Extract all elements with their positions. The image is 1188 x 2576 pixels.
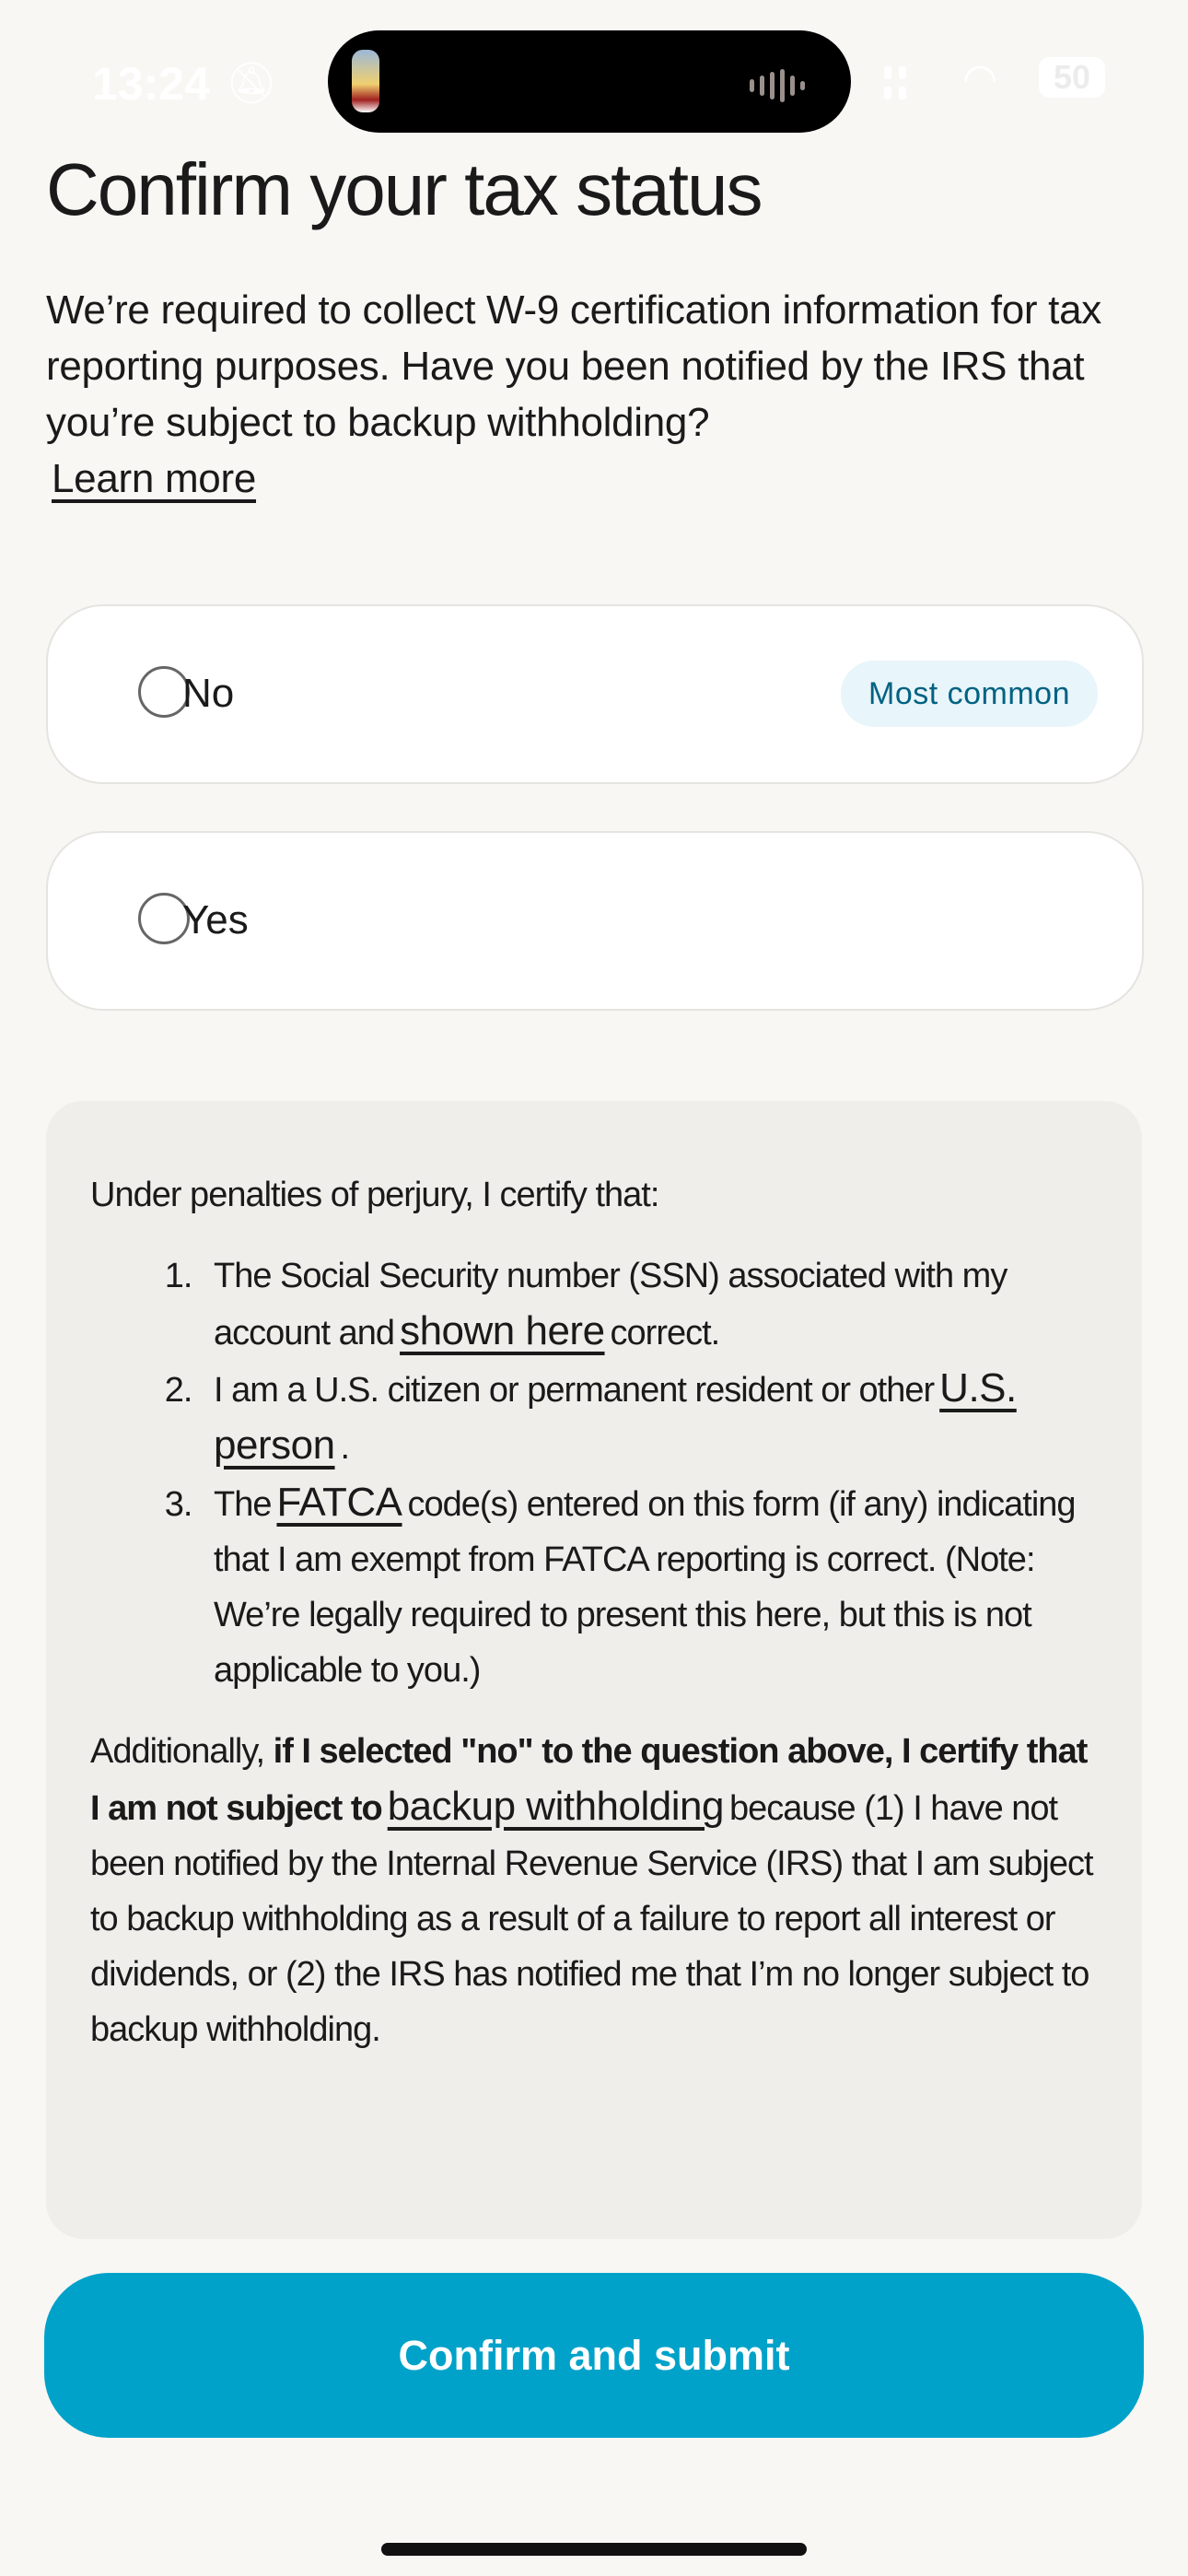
backup-withholding-link[interactable]: backup withholding bbox=[387, 1784, 724, 1829]
option-yes[interactable] bbox=[46, 831, 1144, 1011]
battery-icon: 50 bbox=[1039, 57, 1105, 98]
cert-additional-body: because (1) I have not been notified by the Internal Revenue Service (IRS) that I am subject to backup withholding as a result of a failure to report all interest or dividends, or (2) the IRS has notified me that I’m no longer subject to backup withholding. bbox=[90, 1789, 1093, 2049]
home-indicator[interactable] bbox=[381, 2543, 807, 2556]
page-title: Confirm your tax status bbox=[46, 148, 762, 230]
wifi-icon: ◠ bbox=[962, 56, 998, 101]
cert-item-2 bbox=[201, 1361, 1098, 1475]
cert-additional-bold: if I selected "no" to the question above, I certify that I am not subject to bbox=[90, 1732, 1088, 1828]
most-common-badge: Most common bbox=[841, 661, 1098, 727]
audio-wave-icon bbox=[750, 67, 851, 104]
cert-lead: Under penalties of perjury, I certify that: bbox=[90, 1176, 659, 1214]
silent-bell-icon: 🔕︎ bbox=[226, 61, 277, 106]
cert-item-2-end: . bbox=[340, 1428, 350, 1467]
dynamic-island bbox=[328, 30, 851, 133]
cert-item-1 bbox=[201, 1248, 1098, 1361]
option-yes-label: Yes bbox=[182, 897, 249, 943]
cert-item-3-text: The bbox=[214, 1485, 272, 1524]
option-no[interactable] bbox=[46, 604, 1144, 784]
cert-item-1-end: correct. bbox=[610, 1314, 720, 1352]
learn-more-link[interactable]: Learn more bbox=[52, 456, 257, 501]
cert-item-3 bbox=[201, 1475, 1098, 1698]
option-no-label: No bbox=[182, 671, 235, 716]
fatca-link[interactable]: FATCA bbox=[276, 1480, 402, 1525]
us-person-link[interactable]: U.S. person bbox=[214, 1365, 1017, 1468]
cert-list bbox=[90, 1248, 1098, 1698]
cellular-signal-icon bbox=[884, 66, 906, 100]
cert-additional bbox=[90, 1724, 1098, 2057]
status-bar bbox=[0, 0, 1188, 147]
cert-item-1-text: The Social Security number (SSN) associated with my account and bbox=[214, 1257, 1007, 1352]
status-time: 13:24 bbox=[92, 58, 210, 110]
intro-text bbox=[46, 282, 1142, 507]
cert-item-3-end: code(s) entered on this form (if any) indicating that I am exempt from FATCA reporting is correct. (Note: We’re legally required to present this here, but this is not applicable to you.) bbox=[214, 1485, 1076, 1690]
intro-body: We’re required to collect W-9 certification information for tax reporting purposes. Have you been notified by the IRS that you’re subject to backup withholding? bbox=[46, 287, 1101, 445]
shown-here-link[interactable]: shown here bbox=[400, 1308, 605, 1353]
confirm-submit-button[interactable]: Confirm and submit bbox=[44, 2273, 1144, 2438]
certification-box bbox=[46, 1101, 1142, 2239]
cert-additional-lead: Additionally, bbox=[90, 1732, 265, 1771]
cert-item-2-text: I am a U.S. citizen or permanent resident or other bbox=[214, 1371, 935, 1410]
now-playing-app-icon bbox=[352, 50, 379, 112]
